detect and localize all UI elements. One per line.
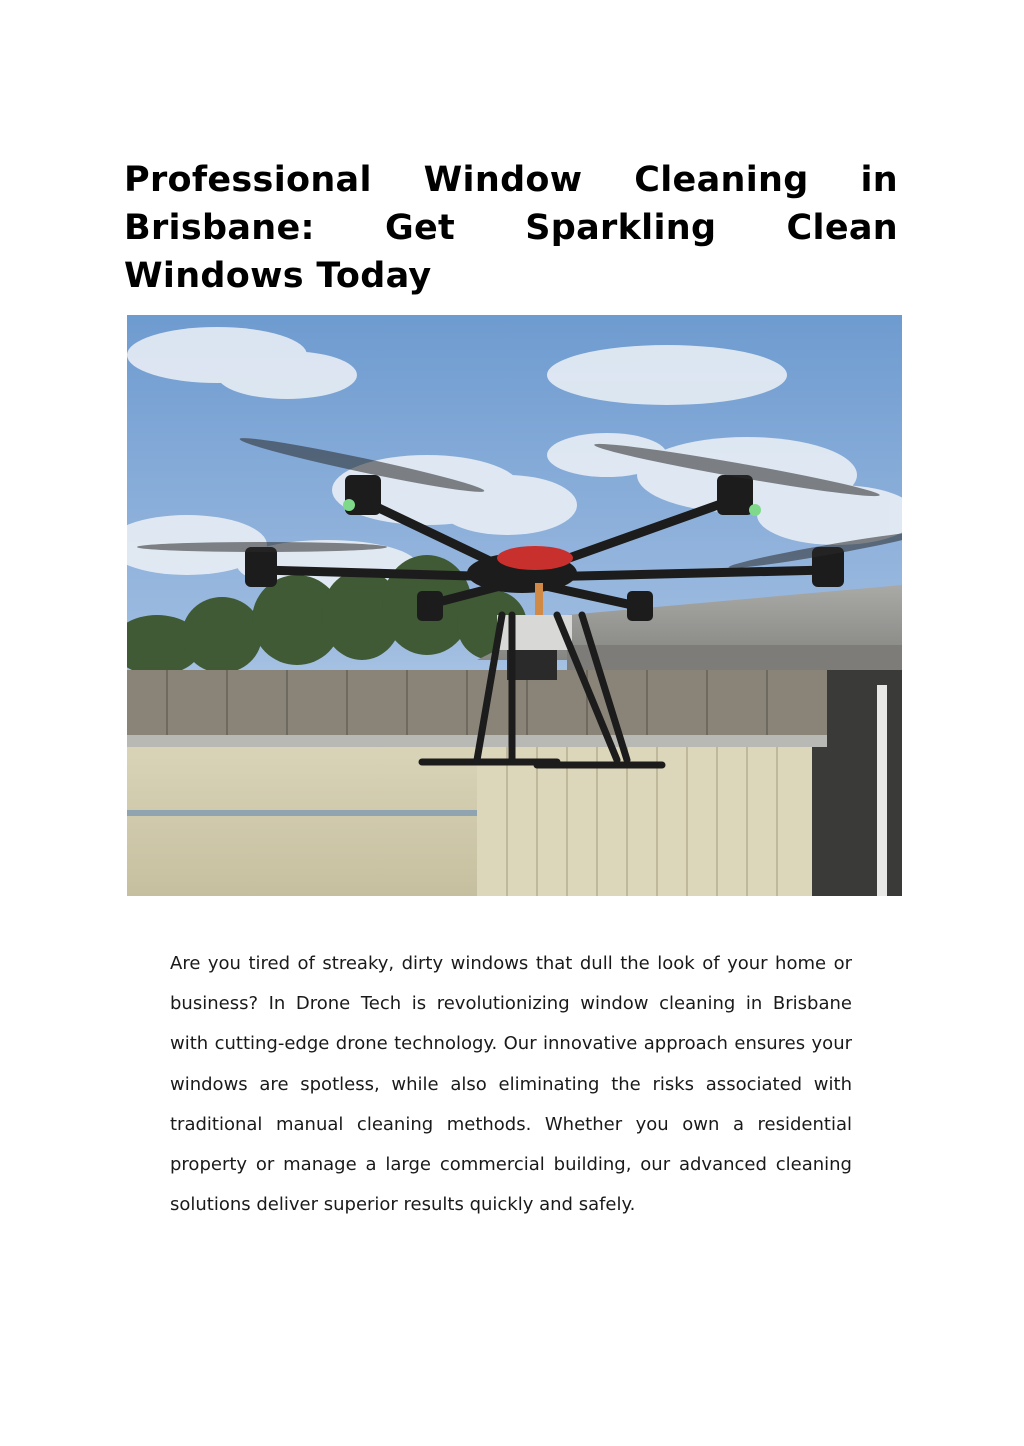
intro-paragraph: Are you tired of streaky, dirty windows that dull the look of your home or business? In Drone Tech is revolutionizing window cleaning in Brisbane with cutting-edge drone technology. Our innovative approach ensures your windows are spotless, while also eliminating the risks associated with traditional manual cleaning methods. Whether you own a residential property or manage a large commercial building, our advanced cleaning solutions deliver superior results quickly and safely. [170, 953, 852, 1216]
gutter-pipe [877, 685, 887, 896]
drone-photo [127, 315, 902, 896]
shed-front-wall [477, 747, 812, 896]
shed-trim [127, 810, 477, 816]
shed-left-wall [127, 747, 477, 896]
page-title: Professional Window Cleaning in Brisbane: Get Sparkling Clean Windows Today [124, 160, 898, 296]
fence [127, 670, 827, 740]
